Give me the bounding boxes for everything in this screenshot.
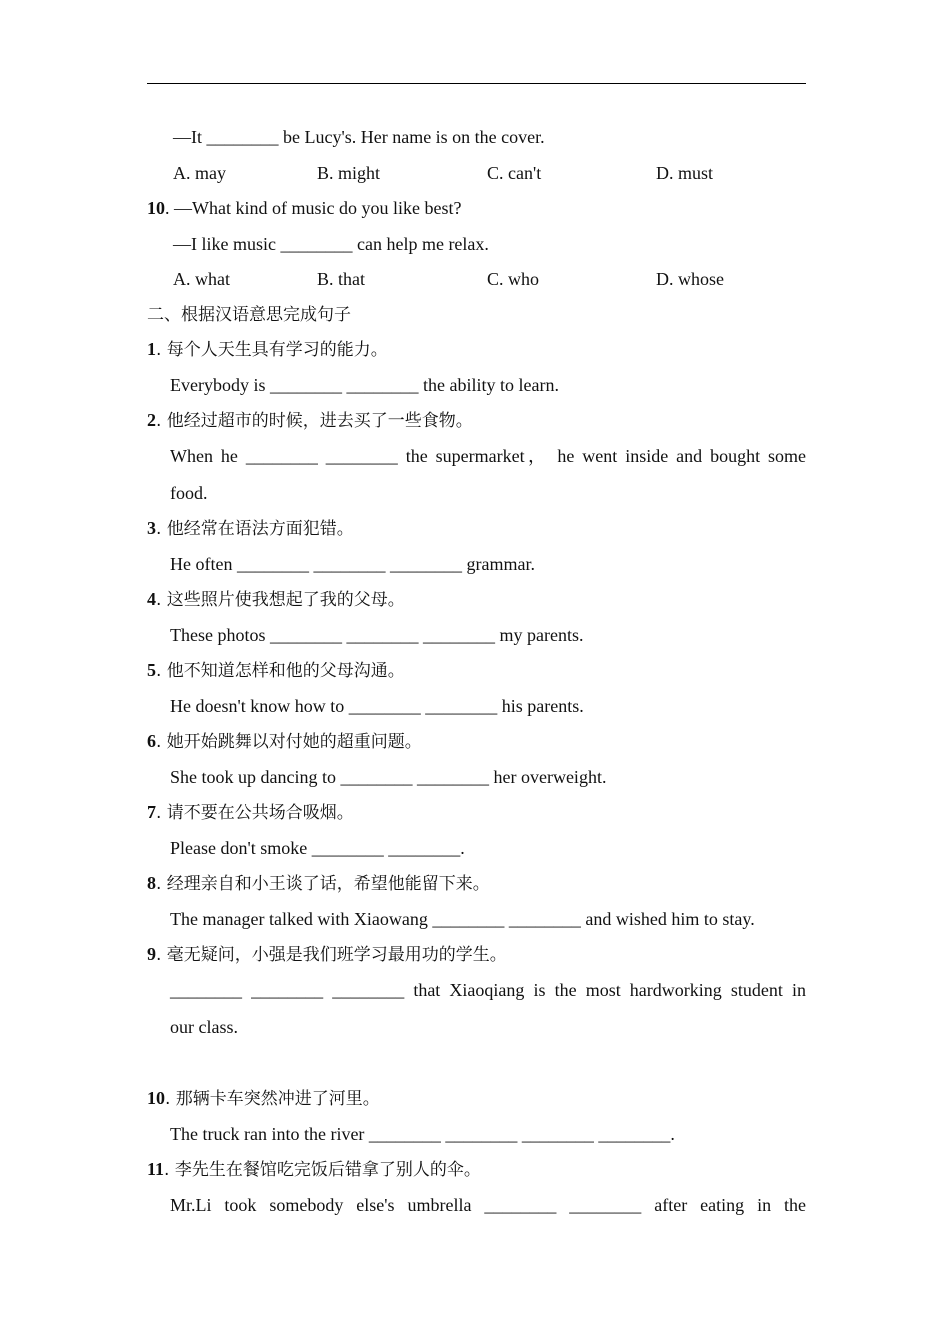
item-11-number: 11 — [147, 1159, 165, 1179]
item-1-prompt — [147, 338, 388, 361]
item-5-english: He doesn't know how to ________ ________ his parents. — [170, 696, 584, 716]
item-6-chinese: . 她开始跳舞以对付她的超重问题。 — [156, 732, 422, 752]
item-5-chinese: . 他不知道怎样和他的父母沟通。 — [156, 661, 405, 681]
q9-option-d: D. must — [656, 163, 714, 183]
item-9-english: ________ ________ ________ that Xiaoqiang is the most hardworking student in — [170, 980, 806, 1000]
item-11-chinese: . 李先生在餐馆吃完饭后错拿了别人的伞。 — [164, 1160, 481, 1180]
item-2-number: 2 — [147, 410, 156, 430]
item-3-number: 3 — [147, 518, 156, 538]
q10-option-a: A. what — [173, 269, 230, 289]
q9-option-a: A. may — [173, 163, 226, 183]
q9-option-c: C. can't — [487, 163, 542, 183]
q10-option-b: B. that — [317, 269, 365, 289]
header-rule — [147, 83, 806, 84]
item-4-prompt — [147, 588, 405, 611]
section2-heading: 二、根据汉语意思完成句子 — [147, 305, 351, 325]
item-4-chinese: . 这些照片使我想起了我的父母。 — [156, 590, 405, 610]
item-10-chinese: . 那辆卡车突然冲进了河里。 — [165, 1089, 380, 1109]
item-3-prompt — [147, 517, 354, 540]
item-3-english: He often ________ ________ ________ grammar. — [170, 554, 535, 574]
item-6-prompt — [147, 730, 422, 753]
item-7-prompt — [147, 801, 354, 824]
q10-option-d: D. whose — [656, 269, 724, 289]
item-2-english-cont: food. — [170, 483, 208, 503]
q9-answer-line: —It ________ be Lucy's. Her name is on the cover. — [173, 127, 545, 147]
item-4-number: 4 — [147, 589, 156, 609]
q10-question-text: . —What kind of music do you like best? — [165, 198, 462, 218]
item-8-prompt — [147, 872, 490, 895]
item-8-chinese: . 经理亲自和小王谈了话，希望他能留下来。 — [156, 874, 490, 894]
item-7-chinese: . 请不要在公共场合吸烟。 — [156, 803, 354, 823]
q10-question — [147, 197, 461, 219]
item-9-english-cont: our class. — [170, 1017, 238, 1037]
item-9-chinese: . 毫无疑问，小强是我们班学习最用功的学生。 — [156, 945, 507, 965]
item-8-english: The manager talked with Xiaowang ________ ________ and wished him to stay. — [170, 909, 755, 929]
item-1-number: 1 — [147, 339, 156, 359]
item-1-english: Everybody is ________ ________ the ability to learn. — [170, 375, 559, 395]
item-9-number: 9 — [147, 944, 156, 964]
item-10-number: 10 — [147, 1088, 165, 1108]
item-10-prompt — [147, 1087, 380, 1110]
item-10-english: The truck ran into the river ________ ________ ________ ________. — [170, 1124, 675, 1144]
item-6-number: 6 — [147, 731, 156, 751]
item-9-prompt — [147, 943, 507, 966]
q10-answer-line: —I like music ________ can help me relax. — [173, 234, 489, 254]
item-5-prompt — [147, 659, 405, 682]
item-8-number: 8 — [147, 873, 156, 893]
item-2-english: When he ________ ________ the supermarket， he went inside and bought some — [170, 446, 806, 466]
item-2-chinese: . 他经过超市的时候，进去买了一些食物。 — [156, 411, 473, 431]
item-11-prompt — [147, 1158, 481, 1181]
item-1-chinese: . 每个人天生具有学习的能力。 — [156, 340, 388, 360]
item-2-prompt — [147, 409, 473, 432]
item-3-chinese: . 他经常在语法方面犯错。 — [156, 519, 354, 539]
q9-option-b: B. might — [317, 163, 381, 183]
q10-option-c: C. who — [487, 269, 540, 289]
item-4-english: These photos ________ ________ ________ my parents. — [170, 625, 584, 645]
item-5-number: 5 — [147, 660, 156, 680]
item-7-number: 7 — [147, 802, 156, 822]
item-11-english: Mr.Li took somebody else's umbrella ________ ________ after eating in the — [170, 1195, 806, 1215]
item-7-english: Please don't smoke ________ ________. — [170, 838, 465, 858]
item-6-english: She took up dancing to ________ ________ her overweight. — [170, 767, 607, 787]
q10-number: 10 — [147, 198, 165, 218]
